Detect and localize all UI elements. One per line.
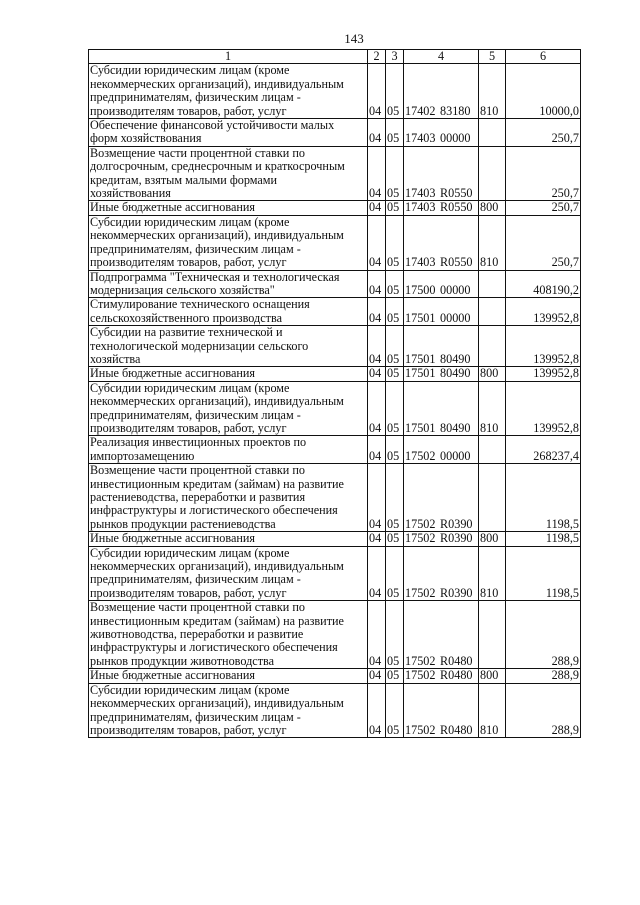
row-code-part-1: 17500 [405, 282, 436, 297]
row-col-5 [479, 326, 506, 367]
row-name: Иные бюджетные ассигнования [89, 367, 368, 381]
row-col-2: 04 [368, 532, 386, 546]
row-col-5 [479, 298, 506, 326]
row-col-5 [479, 464, 506, 532]
row-code-part-1: 17502 [405, 668, 436, 683]
table-row [89, 546, 581, 601]
row-code-part-2: 80490 [440, 420, 471, 435]
table-row [89, 119, 581, 147]
row-col-2: 04 [368, 326, 386, 367]
row-code-part-1: 17502 [405, 722, 436, 737]
row-amount: 10000,0 [506, 64, 581, 119]
row-col-2: 04 [368, 64, 386, 119]
row-name: Субсидии юридическим лицам (кроме некоммерческих организаций), индивидуальным предпринимателям, физическим лицам - производителям товаров, работ, услуг [89, 64, 368, 119]
row-code-part-2: 00000 [440, 310, 471, 325]
table-row [89, 270, 581, 298]
table-row [89, 298, 581, 326]
row-col-4 [404, 546, 479, 601]
row-code-part-2: R0390 [440, 516, 473, 531]
row-amount: 139952,8 [506, 381, 581, 436]
row-col-5: 800 [479, 201, 506, 215]
page-number: 143 [344, 31, 364, 46]
table-row [89, 367, 581, 381]
row-code-part-1: 17502 [405, 585, 436, 600]
row-code-part-2: R0550 [440, 200, 473, 215]
row-name: Иные бюджетные ассигнования [89, 669, 368, 683]
row-name: Обеспечение финансовой устойчивости малых форм хозяйствования [89, 119, 368, 147]
row-name: Стимулирование технического оснащения сельскохозяйственного производства [89, 298, 368, 326]
row-name: Возмещение части процентной ставки по инвестиционным кредитам (займам) на развитие животноводства, переработки и развитие инфраструктуры и логистического обеспечения рынков продукции животноводства [89, 601, 368, 669]
row-col-3: 05 [386, 381, 404, 436]
row-code-part-1: 17403 [405, 186, 436, 201]
row-col-3: 05 [386, 532, 404, 546]
row-col-4 [404, 201, 479, 215]
row-col-5: 810 [479, 215, 506, 270]
row-col-3: 05 [386, 326, 404, 367]
row-name: Возмещение части процентной ставки по долгосрочным, среднесрочным и краткосрочным кредитам, взятым малыми формами хозяйствования [89, 146, 368, 201]
row-col-2: 04 [368, 298, 386, 326]
row-col-3: 05 [386, 367, 404, 381]
row-name: Субсидии юридическим лицам (кроме некоммерческих организаций), индивидуальным предпринимателям, физическим лицам - производителям товаров, работ, услуг [89, 546, 368, 601]
row-col-2: 04 [368, 436, 386, 464]
row-col-2: 04 [368, 683, 386, 738]
row-code-part-2: 00000 [440, 131, 471, 146]
row-name: Возмещение части процентной ставки по инвестиционным кредитам (займам) на развитие растениеводства, переработки и развития инфраструктуры и логистического обеспечения рынков продукции растениеводства [89, 464, 368, 532]
row-col-3: 05 [386, 601, 404, 669]
row-name: Субсидии на развитие технической и технологической модернизации сельского хозяйства [89, 326, 368, 367]
row-col-2: 04 [368, 669, 386, 683]
header-col-3: 3 [386, 50, 404, 64]
table-body [89, 64, 581, 738]
row-col-4 [404, 270, 479, 298]
row-code-part-1: 17502 [405, 653, 436, 668]
row-amount: 139952,8 [506, 367, 581, 381]
row-col-3: 05 [386, 64, 404, 119]
row-code-part-1: 17501 [405, 420, 436, 435]
table-row [89, 436, 581, 464]
row-amount: 1198,5 [506, 546, 581, 601]
row-code-part-2: R0480 [440, 722, 473, 737]
row-col-2: 04 [368, 367, 386, 381]
row-amount: 250,7 [506, 201, 581, 215]
table-row [89, 381, 581, 436]
table-row [89, 64, 581, 119]
table-row [89, 215, 581, 270]
row-col-5: 800 [479, 367, 506, 381]
row-col-4 [404, 436, 479, 464]
row-code-part-2: 00000 [440, 448, 471, 463]
row-col-5 [479, 601, 506, 669]
row-col-4 [404, 464, 479, 532]
row-col-2: 04 [368, 215, 386, 270]
row-amount: 288,9 [506, 601, 581, 669]
row-code-part-1: 17502 [405, 448, 436, 463]
row-col-4 [404, 532, 479, 546]
row-code-part-2: R0390 [440, 531, 473, 546]
row-col-5 [479, 270, 506, 298]
row-amount: 1198,5 [506, 464, 581, 532]
row-name: Субсидии юридическим лицам (кроме некоммерческих организаций), индивидуальным предпринимателям, физическим лицам - производителям товаров, работ, услуг [89, 683, 368, 738]
row-col-2: 04 [368, 546, 386, 601]
row-col-3: 05 [386, 669, 404, 683]
row-code-part-2: R0390 [440, 585, 473, 600]
row-code-part-1: 17403 [405, 200, 436, 215]
header-col-1: 1 [89, 50, 368, 64]
row-code-part-1: 17501 [405, 366, 436, 381]
row-col-5: 810 [479, 381, 506, 436]
header-col-6: 6 [506, 50, 581, 64]
row-col-4 [404, 119, 479, 147]
table-row [89, 146, 581, 201]
row-name: Иные бюджетные ассигнования [89, 532, 368, 546]
row-code-part-2: 83180 [440, 103, 471, 118]
row-amount: 250,7 [506, 215, 581, 270]
table-row [89, 669, 581, 683]
row-col-5 [479, 119, 506, 147]
row-amount: 139952,8 [506, 326, 581, 367]
row-col-3: 05 [386, 546, 404, 601]
row-code-part-1: 17501 [405, 351, 436, 366]
row-code-part-1: 17402 [405, 103, 436, 118]
row-name: Подпрограмма "Техническая и технологическая модернизация сельского хозяйства" [89, 270, 368, 298]
row-code-part-2: R0480 [440, 668, 473, 683]
header-col-2: 2 [368, 50, 386, 64]
row-col-5: 810 [479, 546, 506, 601]
row-code-part-2: R0550 [440, 255, 473, 270]
row-code-part-2: 80490 [440, 351, 471, 366]
row-col-3: 05 [386, 298, 404, 326]
row-code-part-2: 00000 [440, 282, 471, 297]
row-code-part-1: 17403 [405, 131, 436, 146]
row-code-part-1: 17403 [405, 255, 436, 270]
table-row [89, 464, 581, 532]
row-col-3: 05 [386, 464, 404, 532]
table-row [89, 532, 581, 546]
row-col-5: 800 [479, 532, 506, 546]
row-col-5 [479, 146, 506, 201]
row-amount: 139952,8 [506, 298, 581, 326]
row-col-4 [404, 669, 479, 683]
row-col-5: 810 [479, 64, 506, 119]
row-col-3: 05 [386, 146, 404, 201]
row-col-5 [479, 436, 506, 464]
row-code-part-1: 17501 [405, 310, 436, 325]
row-amount: 288,9 [506, 683, 581, 738]
row-col-3: 05 [386, 436, 404, 464]
row-amount: 250,7 [506, 119, 581, 147]
row-col-3: 05 [386, 683, 404, 738]
row-col-4 [404, 146, 479, 201]
row-code-part-2: 80490 [440, 366, 471, 381]
row-col-2: 04 [368, 146, 386, 201]
row-col-2: 04 [368, 270, 386, 298]
row-col-3: 05 [386, 119, 404, 147]
row-col-4 [404, 601, 479, 669]
row-col-5: 800 [479, 669, 506, 683]
table-row [89, 683, 581, 738]
row-name: Реализация инвестиционных проектов по импортозамещению [89, 436, 368, 464]
header-col-4: 4 [404, 50, 479, 64]
row-col-2: 04 [368, 119, 386, 147]
row-col-4 [404, 683, 479, 738]
row-col-4 [404, 326, 479, 367]
table-header-row [89, 50, 581, 64]
row-col-4 [404, 367, 479, 381]
row-col-2: 04 [368, 464, 386, 532]
row-col-3: 05 [386, 215, 404, 270]
row-amount: 408190,2 [506, 270, 581, 298]
row-amount: 250,7 [506, 146, 581, 201]
row-code-part-1: 17502 [405, 516, 436, 531]
row-col-4 [404, 215, 479, 270]
row-name: Субсидии юридическим лицам (кроме некоммерческих организаций), индивидуальным предпринимателям, физическим лицам - производителям товаров, работ, услуг [89, 381, 368, 436]
row-code-part-1: 17502 [405, 531, 436, 546]
row-col-2: 04 [368, 381, 386, 436]
row-col-2: 04 [368, 601, 386, 669]
table-row [89, 326, 581, 367]
row-col-3: 05 [386, 201, 404, 215]
table-row [89, 601, 581, 669]
header-col-5: 5 [479, 50, 506, 64]
row-amount: 1198,5 [506, 532, 581, 546]
row-code-part-2: R0550 [440, 186, 473, 201]
budget-table [88, 49, 581, 738]
row-col-5: 810 [479, 683, 506, 738]
row-col-4 [404, 298, 479, 326]
row-amount: 268237,4 [506, 436, 581, 464]
row-col-4 [404, 64, 479, 119]
row-col-3: 05 [386, 270, 404, 298]
row-name: Субсидии юридическим лицам (кроме некоммерческих организаций), индивидуальным предпринимателям, физическим лицам - производителям товаров, работ, услуг [89, 215, 368, 270]
row-col-2: 04 [368, 201, 386, 215]
row-col-4 [404, 381, 479, 436]
table-row [89, 201, 581, 215]
row-code-part-2: R0480 [440, 653, 473, 668]
row-amount: 288,9 [506, 669, 581, 683]
row-name: Иные бюджетные ассигнования [89, 201, 368, 215]
